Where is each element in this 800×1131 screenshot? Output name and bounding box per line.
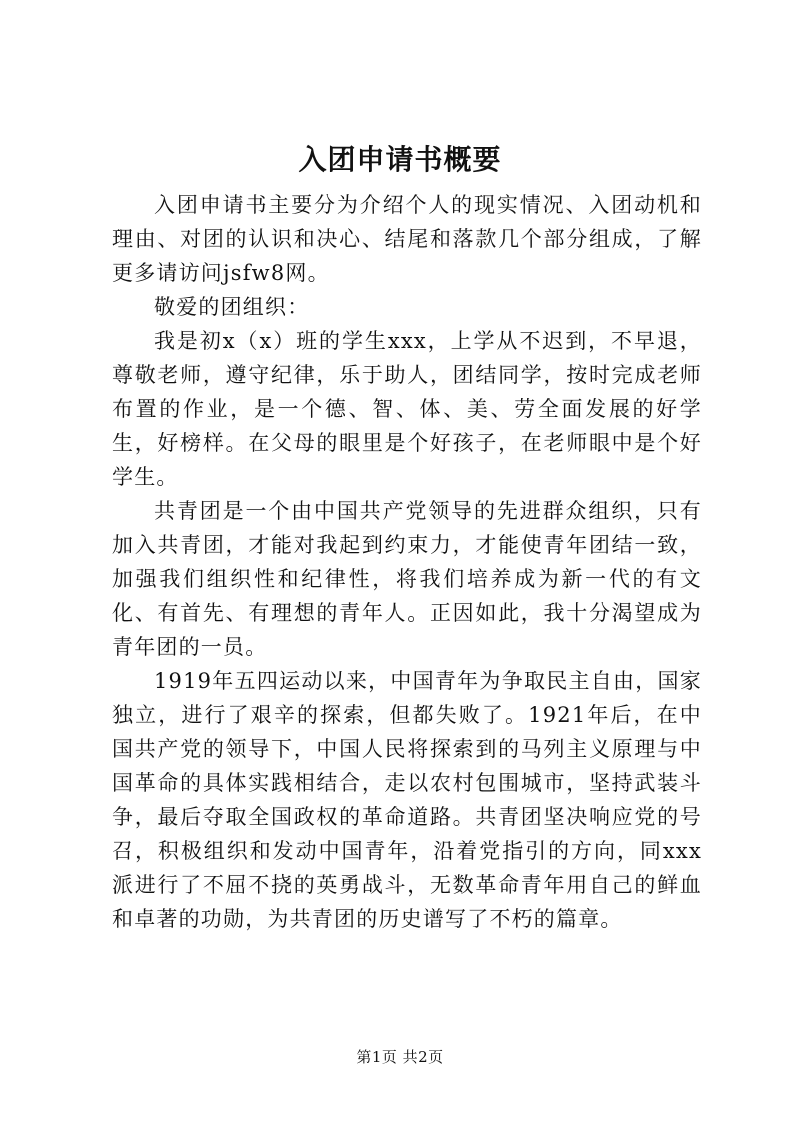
- paragraph-salutation: 敬爱的团组织：: [154, 295, 310, 319]
- paragraph-history: 1919年五四运动以来，中国青年为争取民主自由，国家独立，进行了艰辛的探索，但都失败了。1921年后，在中国共产党的领导下，中国人民将探索到的马列主义原理与中国革命的具体实践相结合，走以农村包围城市，坚持武装斗争，最后夺取全国政权的革命道路。共青团坚决响应党的号召，积极组织和发动中国青年，沿着党指引的方向，同xxx派进行了不屈不挠的英勇战斗，无数革命青年用自己的鲜血和卓著的功勋，为共青团的历史谱写了不朽的篇章。: [112, 669, 702, 931]
- document-title: 入团申请书概要: [298, 143, 502, 176]
- paragraph-self-introduction: 我是初x（x）班的学生xxx，上学从不迟到，不早退，尊敬老师，遵守纪律，乐于助人，团结同学，按时完成老师布置的作业，是一个德、智、体、美、劳全面发展的好学生，好榜样。在父母的眼里是个好孩子，在老师眼中是个好学生。: [112, 329, 702, 489]
- paragraph-motivation: 共青团是一个由中国共产党领导的先进群众组织，只有加入共青团，才能对我起到约束力，才能使青年团结一致，加强我们组织性和纪律性，将我们培养成为新一代的有文化、有首先、有理想的青年人。正因如此，我十分渴望成为青年团的一员。: [112, 499, 702, 659]
- page-number-footer: 第1页 共2页: [356, 1048, 444, 1066]
- document-body: [112, 188, 702, 936]
- paragraph-intro: 入团申请书主要分为介绍个人的现实情况、入团动机和理由、对团的认识和决心、结尾和落款几个部分组成，了解更多请访问jsfw8网。: [112, 193, 702, 285]
